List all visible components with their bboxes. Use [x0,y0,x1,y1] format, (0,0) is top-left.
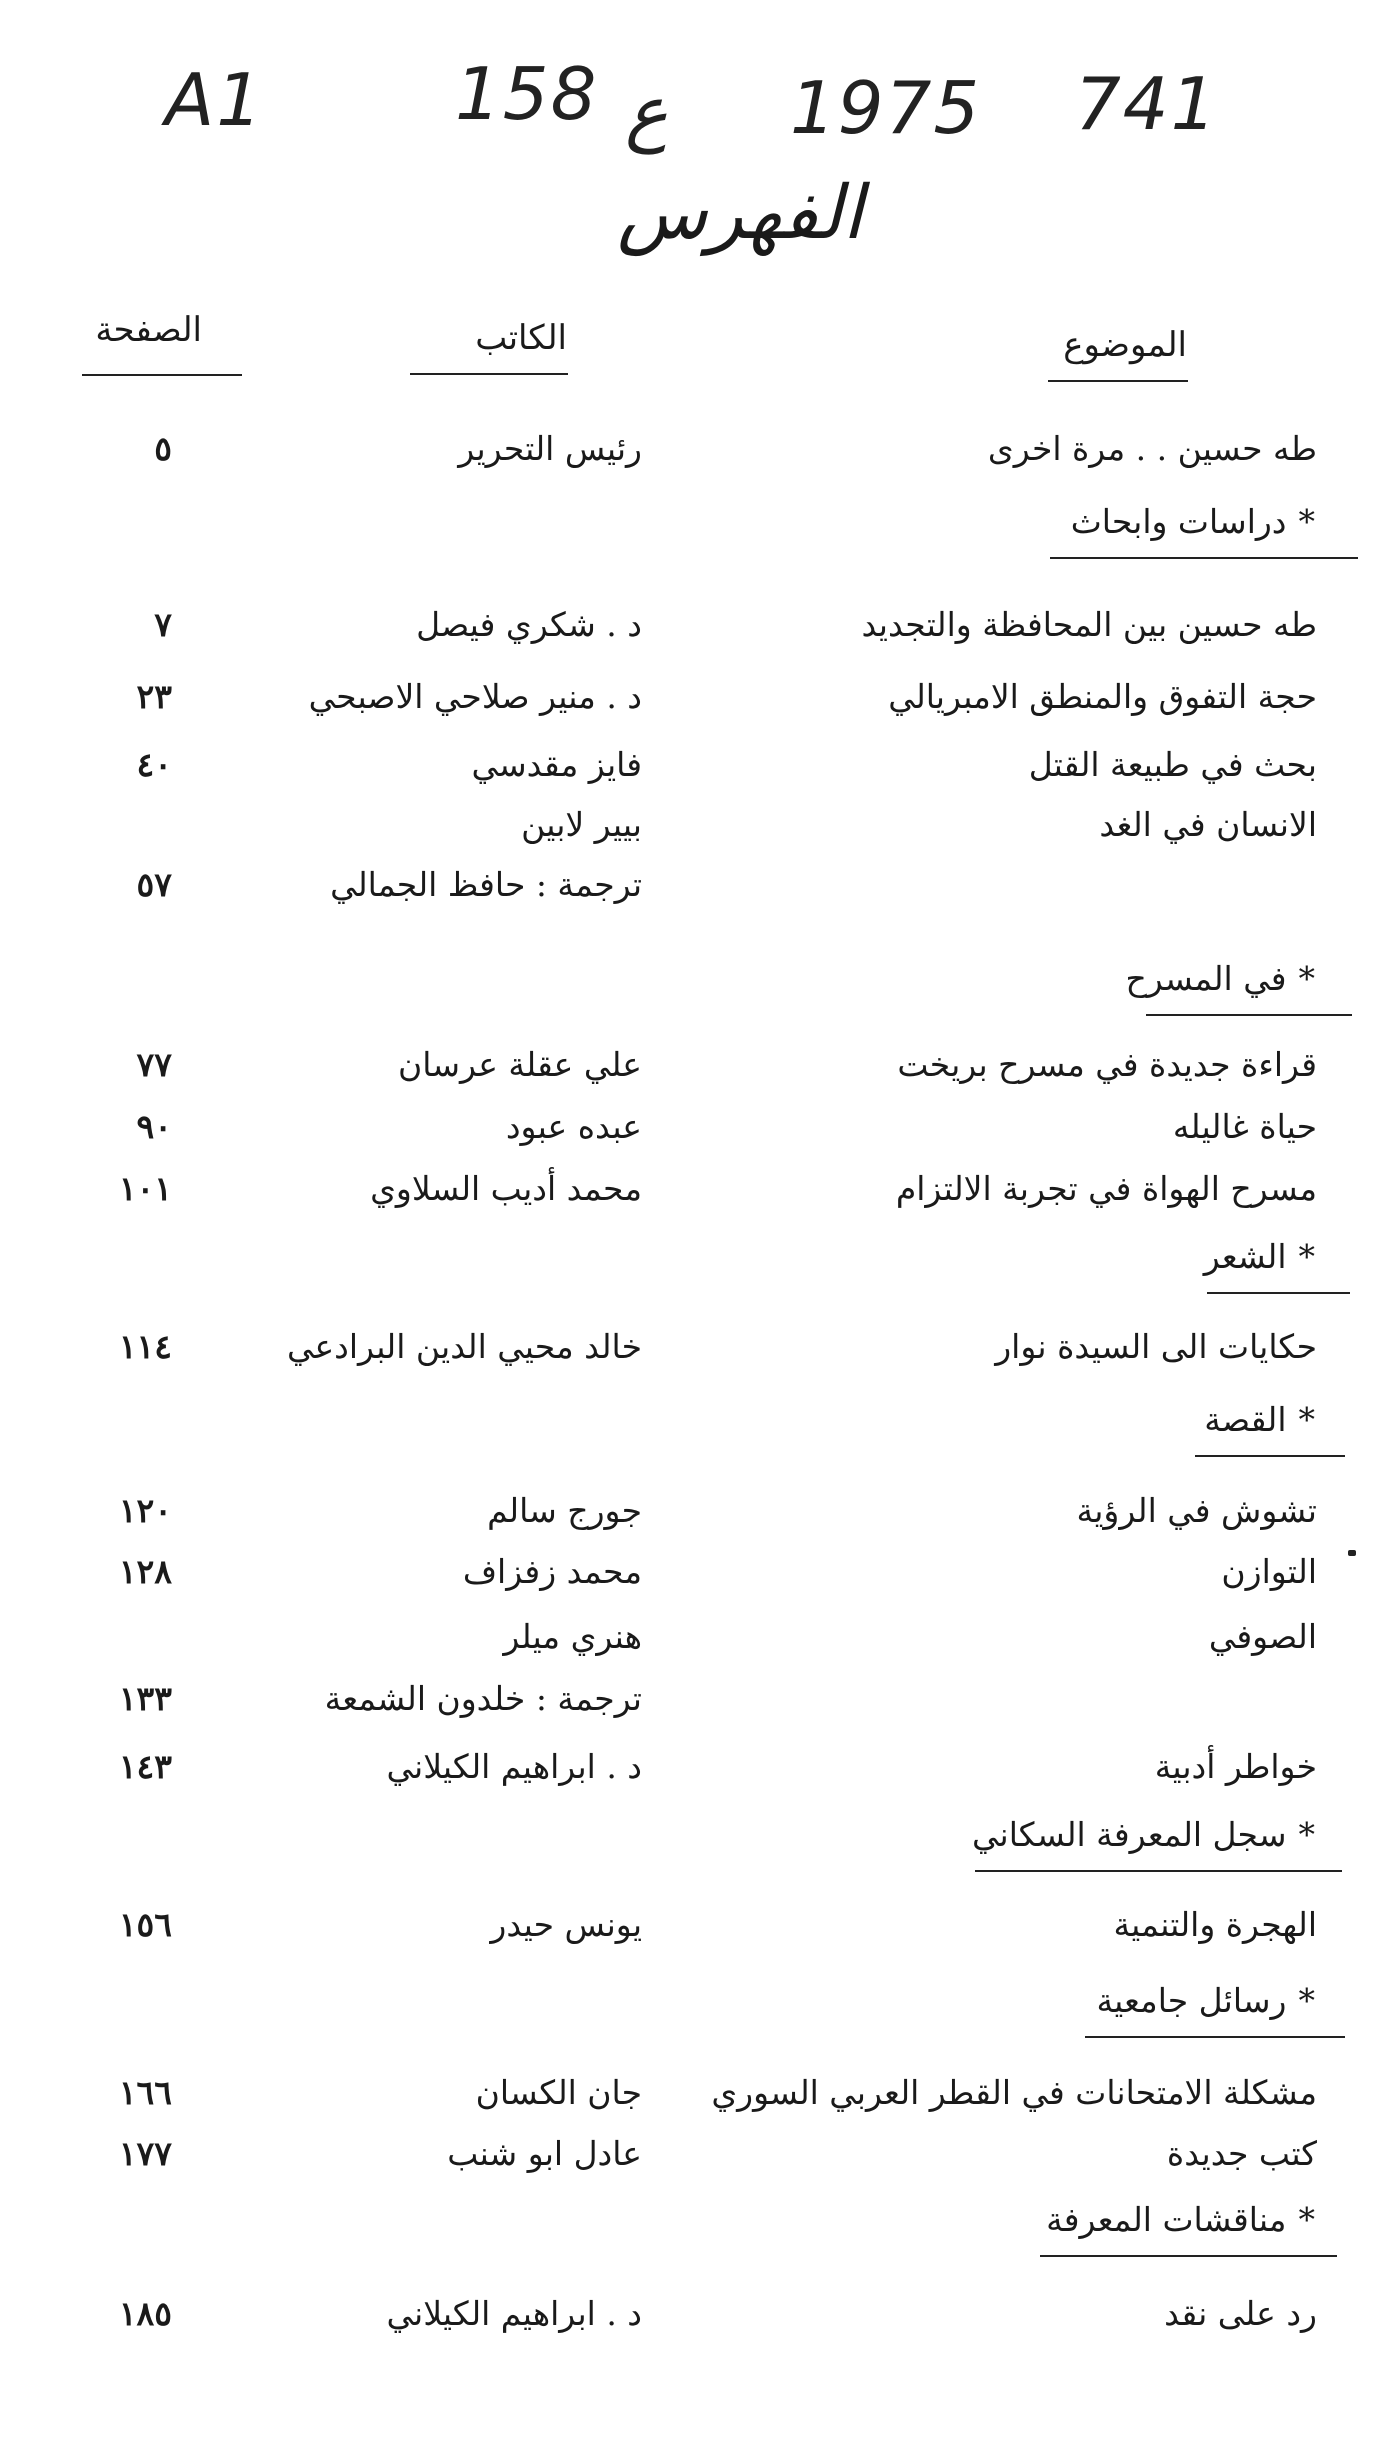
entry-page: ١٣٣ [118,1679,172,1718]
entry-topic: خواطر أدبية [1154,1747,1317,1786]
entry-author: بيير لابين [521,805,642,844]
section-title: دراسات وابحاث [1070,502,1287,541]
section-underline [1040,2255,1337,2257]
handwritten-code-3: ع [625,70,668,154]
entry-author: د . منير صلاحي الاصبحي [308,677,642,716]
header-author: الكاتب [475,318,567,358]
entry-page: ٥٧ [136,865,172,904]
entry-author: علي عقلة عرسان [398,1045,642,1084]
entry-topic: الهجرة والتنمية [1113,1905,1317,1944]
entry-page: ٧٧ [136,1045,172,1084]
entry-page: ٥ [154,429,172,468]
section-asterisk: * [1298,959,1315,998]
entry-author: جان الكسان [475,2073,642,2112]
section-title: الشعر [1203,1237,1287,1276]
section-asterisk: * [1298,1815,1315,1854]
entry-author: عبده عبود [505,1107,642,1146]
entry-page: ١٥٦ [118,1905,172,1944]
entry-topic: حياة غاليله [1172,1107,1317,1146]
entry-author: رئيس التحرير [458,429,642,468]
entry-page: ١٢٠ [118,1491,172,1530]
entry-page: ٧ [154,605,172,644]
entry-page: ١٨٥ [118,2294,172,2333]
entry-topic: طه حسين . . مرة اخرى [987,429,1317,468]
section-heading [1046,2200,1315,2239]
handwritten-code-5: 741 [1075,62,1219,146]
entry-author: محمد زفزاف [462,1552,642,1591]
entry-author: محمد أديب السلاوي [370,1169,642,1208]
section-title: القصة [1204,1400,1287,1439]
section-underline [1207,1292,1350,1294]
entry-page: ١٢٨ [118,1552,172,1591]
entry-topic: قراءة جديدة في مسرح بريخت [897,1045,1317,1084]
section-heading [1096,1981,1315,2020]
header-page-underline [82,374,242,376]
section-underline [1085,2036,1345,2038]
entry-author: فايز مقدسي [471,745,642,784]
entry-author: د . ابراهيم الكيلاني [386,1747,642,1786]
section-underline [1146,1014,1352,1016]
section-heading [1204,1400,1315,1439]
section-heading [1203,1237,1315,1276]
section-heading [972,1815,1315,1854]
handwritten-code-1: A1 [165,58,265,142]
entry-topic: طه حسين بين المحافظة والتجديد [861,605,1317,644]
header-page: الصفحة [95,310,202,350]
section-underline [1050,557,1358,559]
entry-author: خالد محيي الدين البرادعي [286,1327,642,1366]
entry-page: ١٠١ [118,1169,172,1208]
entry-page: ٢٣ [136,677,172,716]
entry-author: عادل ابو شنب [447,2134,642,2173]
section-heading [1125,959,1315,998]
entry-topic: حجة التفوق والمنطق الامبريالي [888,677,1317,716]
section-title: مناقشات المعرفة [1046,2200,1287,2239]
entry-author: جورج سالم [487,1491,642,1530]
header-topic: الموضوع [1063,325,1187,365]
header-author-underline [410,373,568,375]
entry-author: د . ابراهيم الكيلاني [386,2294,642,2333]
entry-page: ١٦٦ [118,2073,172,2112]
entry-author: ترجمة : حافظ الجمالي [330,865,642,904]
section-title: في المسرح [1125,959,1287,998]
handwritten-code-2: 158 [455,52,599,136]
section-asterisk: * [1298,1237,1315,1276]
entry-author: ترجمة : خلدون الشمعة [324,1679,642,1718]
entry-topic: رد على نقد [1164,2294,1317,2333]
entry-page: ١٤٣ [118,1747,172,1786]
header-topic-underline [1048,380,1188,382]
entry-page: ٤٠ [136,745,172,784]
section-heading [1070,502,1315,541]
entry-topic: تشوش في الرؤية [1076,1491,1317,1530]
section-asterisk: * [1298,1400,1315,1439]
section-asterisk: * [1298,1981,1315,2020]
margin-mark [1348,1550,1356,1556]
entry-topic: حكايات الى السيدة نوار [995,1327,1317,1366]
section-title: سجل المعرفة السكاني [972,1815,1287,1854]
entry-page: ١١٤ [118,1327,172,1366]
page-title: الفهرس [617,170,863,256]
entry-topic: الانسان في الغد [1099,805,1317,844]
entry-page: ١٧٧ [118,2134,172,2173]
entry-topic: مشكلة الامتحانات في القطر العربي السوري [711,2073,1317,2112]
entry-topic: التوازن [1221,1552,1317,1591]
entry-author: يونس حيدر [490,1905,642,1944]
entry-author: د . شكري فيصل [416,605,642,644]
entry-topic: بحث في طبيعة القتل [1028,745,1317,784]
section-underline [1195,1455,1345,1457]
section-underline [975,1870,1342,1872]
entry-page: ٩٠ [136,1107,172,1146]
section-title: رسائل جامعية [1096,1981,1287,2020]
entry-topic: كتب جديدة [1166,2134,1317,2173]
section-asterisk: * [1298,2200,1315,2239]
entry-topic: مسرح الهواة في تجربة الالتزام [895,1169,1317,1208]
section-asterisk: * [1298,502,1315,541]
handwritten-code-4: 1975 [790,66,982,150]
entry-topic: الصوفي [1208,1617,1317,1656]
entry-author: هنري ميلر [503,1617,642,1656]
